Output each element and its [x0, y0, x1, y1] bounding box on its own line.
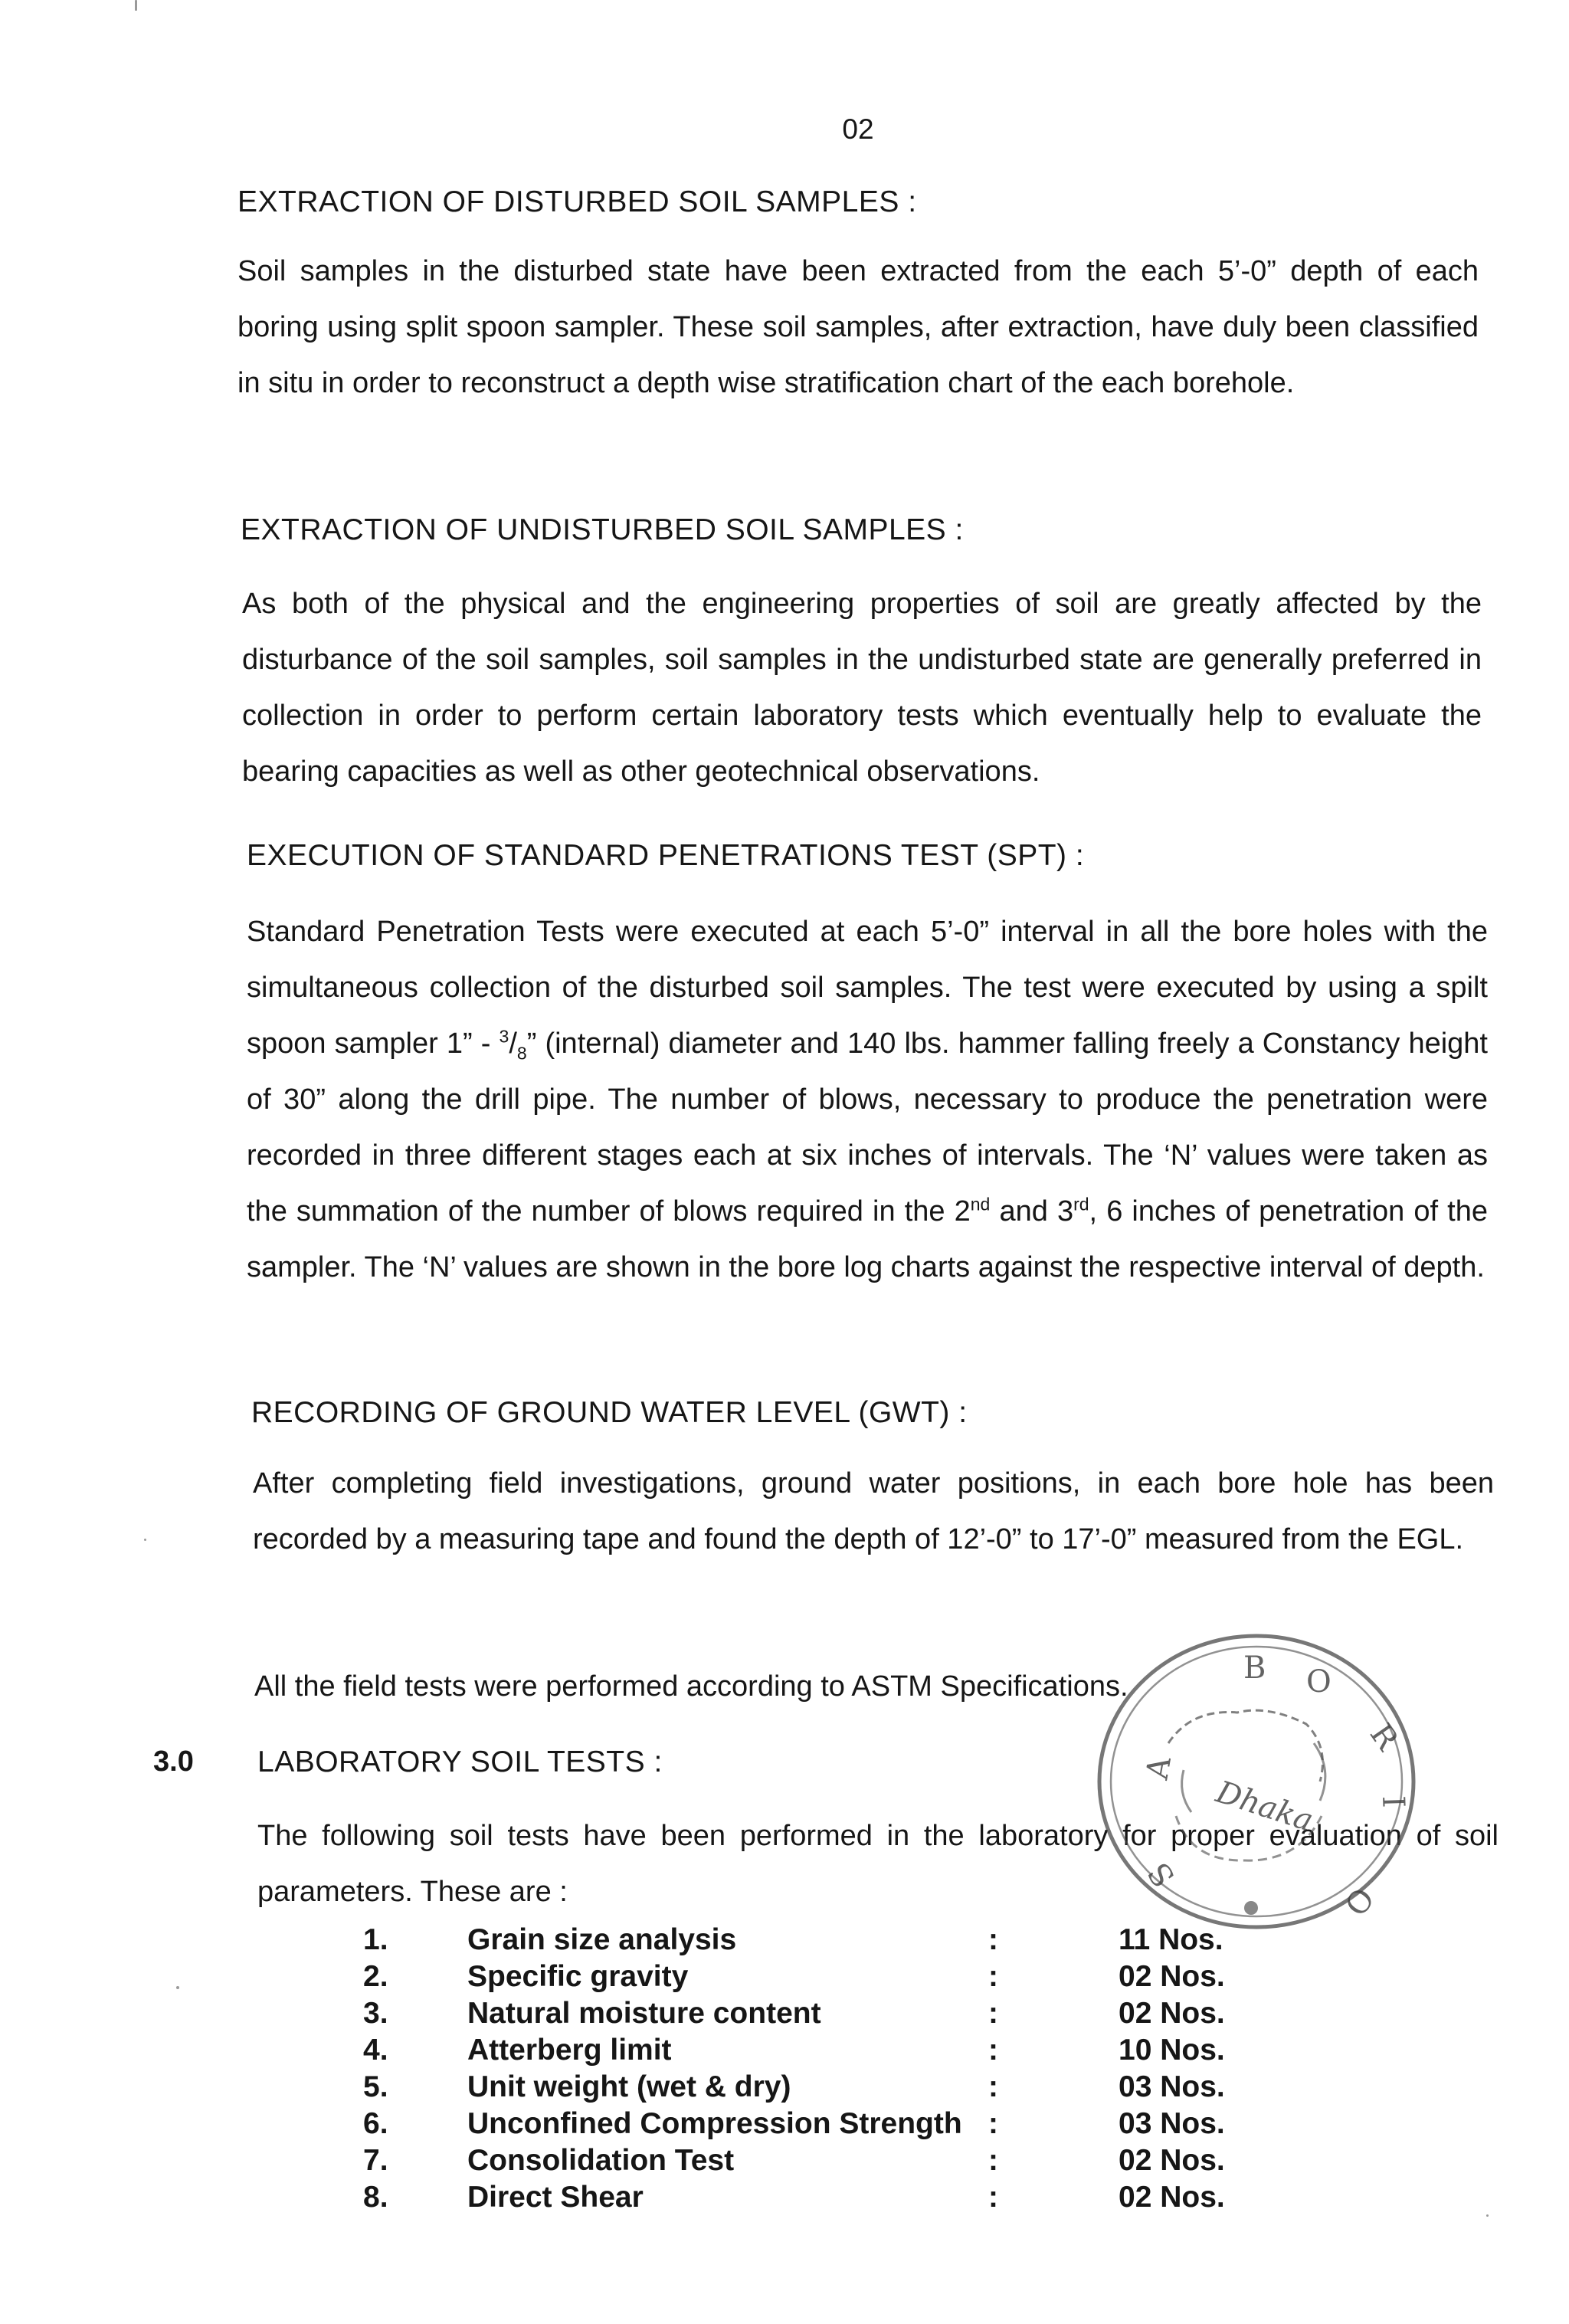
- list-item: 3. Natural moisture content : 02 Nos.: [363, 1997, 1225, 2030]
- paragraph-laboratory-intro: The following soil tests have been performed in the laboratory for proper evaluation of soil parameters. These are :: [257, 1820, 1499, 1908]
- list-item: 7. Consolidation Test : 02 Nos.: [363, 2144, 1225, 2177]
- seal-letter: B: [1243, 1650, 1266, 1686]
- paragraph-disturbed-samples: Soil samples in the disturbed state have been extracted from the each 5’-0” depth of each boring using split spoon sampler. These soil samples, after extraction, have duly been classified in situ in order to reconstruct a depth wise stratification chart of the each borehole.: [237, 255, 1479, 399]
- seal-letter: A: [1139, 1754, 1178, 1782]
- paragraph-undisturbed-samples: As both of the physical and the engineering properties of soil are greatly affected by the disturbance of the soil samples, soil samples in the undisturbed state are generally preferred in collection in order to perform certain laboratory tests which eventually help to evaluate the bearing capacities as well as other geotechnical observations.: [242, 588, 1482, 788]
- seal-letter: R: [1362, 1717, 1405, 1757]
- list-item: 5. Unit weight (wet & dry) : 03 Nos.: [363, 2070, 1225, 2103]
- heading-gwt: RECORDING OF GROUND WATER LEVEL (GWT) :: [251, 1396, 968, 1429]
- seal-letter: O: [1306, 1664, 1332, 1700]
- list-item: 4. Atterberg limit : 10 Nos.: [363, 2034, 1225, 2067]
- seal-city: Dhaka: [1211, 1774, 1318, 1839]
- seal-icon: [1076, 1617, 1444, 1954]
- scan-speck: [135, 0, 137, 11]
- list-item: 8. Direct Shear : 02 Nos.: [363, 2181, 1225, 2214]
- fraction-three-eighths: $^3/_8$: [499, 1026, 527, 1064]
- seal-letter: O: [1336, 1880, 1381, 1922]
- list-item: 6. Unconfined Compression Strength : 03 Nos.: [363, 2107, 1225, 2140]
- heading-laboratory-tests: LABORATORY SOIL TESTS :: [257, 1745, 663, 1778]
- laboratory-tests-list: [345, 1923, 1302, 2217]
- scan-speck: [176, 1986, 179, 1989]
- seal-letter: I: [1375, 1795, 1411, 1809]
- paragraph-gwt: After completing field investigations, ground water positions, in each bore hole has been recorded by a measuring tape and found the depth of 12’-0” to 17’-0” measured from the EGL.: [253, 1467, 1494, 1555]
- section-number: 3.0: [153, 1745, 194, 1778]
- heading-undisturbed-samples: EXTRACTION OF UNDISTURBED SOIL SAMPLES :: [241, 513, 964, 546]
- astm-note: All the field tests were performed according to ASTM Specifications.: [254, 1670, 1128, 1703]
- seal-letter: S: [1141, 1855, 1183, 1893]
- scan-speck: [1486, 2214, 1489, 2217]
- list-item: 2. Specific gravity : 02 Nos.: [363, 1960, 1225, 1993]
- list-item: 1. Grain size analysis : 11 Nos.: [363, 1923, 1223, 1956]
- company-seal-stamp: [1076, 1617, 1444, 1954]
- paragraph-spt: Standard Penetration Tests were executed at each 5’-0” interval in all the bore holes with the simultaneous collection of the disturbed soil samples. The test were executed by using a spilt spoon sampler 1” - $^3/_8$” (internal) diameter and 140 lbs. hammer falling freely a Constancy height of 30” along the drill pipe. The number of blows, necessary to produce the penetration were recorded in three different stages each at six inches of intervals. The ‘N’ values were taken as the summation of the number of blows required in the 2nd and 3rd, 6 inches of penetration of the sampler. The ‘N’ values are shown in the bore log charts against the respective interval of depth.: [247, 916, 1488, 1283]
- page-number: 02: [842, 113, 874, 145]
- scan-speck: [144, 1539, 146, 1541]
- heading-disturbed-samples: EXTRACTION OF DISTURBED SOIL SAMPLES :: [237, 185, 917, 218]
- heading-spt: EXECUTION OF STANDARD PENETRATIONS TEST (SPT) :: [247, 839, 1085, 872]
